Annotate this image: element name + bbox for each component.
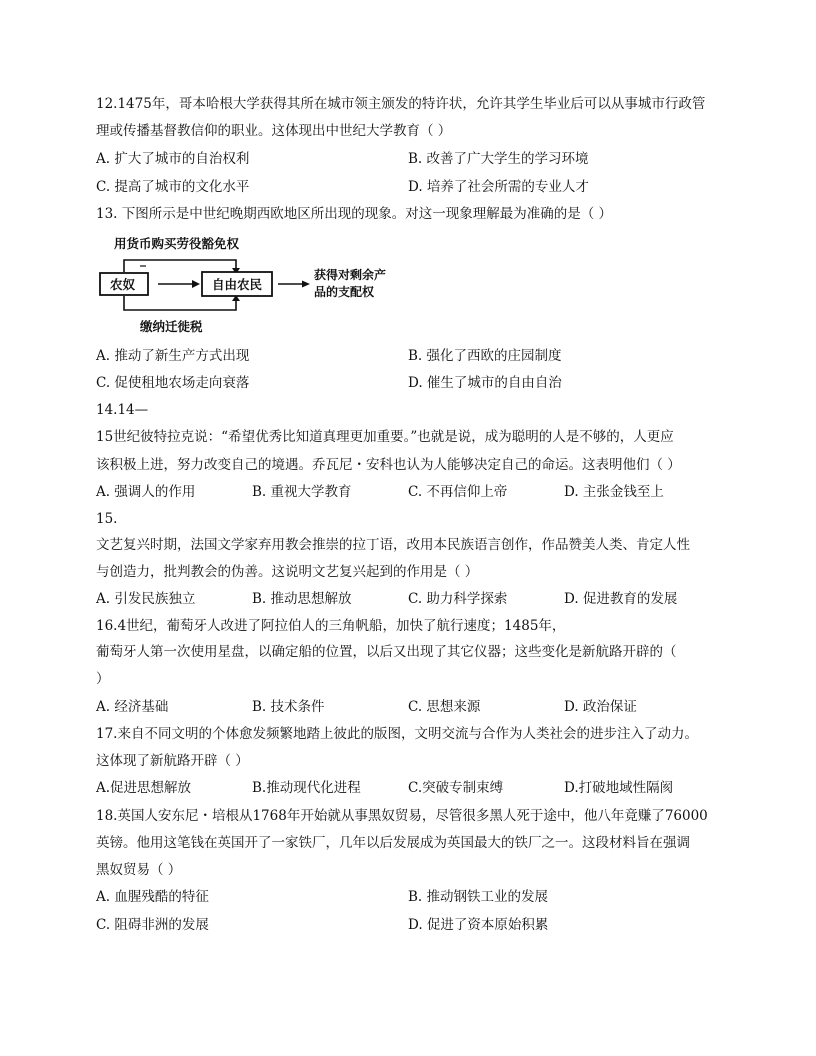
q16-option-b: B. 技术条件 — [252, 699, 325, 715]
q15-stem-line-1: 文艺复兴时期，法国文学家弃用教会推崇的拉丁语，改用本民族语言创作，作品赞美人类、肯定人性 — [96, 537, 690, 553]
q18-option-a: A. 血腥残酷的特征 — [96, 889, 209, 905]
q18-stem-line-1: 18.英国人安东尼・培根从1768年开始就从事黑奴贸易，尽管很多黑人死于途中，他八年竟赚了76000 — [96, 808, 708, 824]
q14-option-a: A. 强调人的作用 — [96, 484, 196, 500]
diagram-right-label-2: 品的支配权 — [314, 285, 375, 299]
q15-stem-line-2: 与创造力，批判教会的伪善。这说明文艺复兴起到的作用是（ ） — [96, 564, 479, 580]
diagram-free-peasant-label: 自由农民 — [212, 277, 263, 292]
q12-option-a: A. 扩大了城市的自治权利 — [96, 151, 250, 167]
q16-option-a: A. 经济基础 — [96, 699, 169, 715]
q14-option-d: D. 主张金钱至上 — [564, 484, 664, 500]
q16-stem-line-1: 16.4世纪，葡萄牙人改进了阿拉伯人的三角帆船，加快了航行速度；1485年， — [96, 618, 566, 634]
diagram-serf-label: 农奴 — [110, 277, 136, 292]
q15-option-d: D. 促进教育的发展 — [564, 591, 678, 607]
diagram-right-arrowhead — [302, 281, 310, 288]
q13-diagram — [96, 234, 396, 338]
q13-option-a: A. 推动了新生产方式出现 — [96, 348, 250, 364]
q14-head: 14.14— — [96, 402, 149, 418]
q14-option-b: B. 重视大学教育 — [252, 484, 352, 500]
diagram-top-label: 用货币购买劳役豁免权 — [114, 236, 240, 251]
q16-stem-line-2: 葡萄牙人第一次使用星盘，以确定船的位置，以后又出现了其它仪器；这些变化是新航路开辟的（ — [96, 644, 677, 660]
q12-stem-line-1: 12.1475年，哥本哈根大学获得其所在城市领主颁发的特许状，允许其学生毕业后可以从事城市行政管 — [96, 96, 706, 112]
q13-option-d: D. 催生了城市的自由自治 — [408, 375, 562, 391]
q16-option-c: C. 思想来源 — [408, 699, 481, 715]
q15-option-c: C. 助力科学探索 — [408, 591, 508, 607]
q12-option-b: B. 改善了广大学生的学习环境 — [408, 151, 589, 167]
q17-option-d: D.打破地域性隔阂 — [564, 780, 674, 796]
q15-option-b: B. 推动思想解放 — [252, 591, 352, 607]
diagram-right-label-1: 获得对剩余产 — [314, 268, 387, 282]
q14-option-c: C. 不再信仰上帝 — [408, 484, 508, 500]
q14-stem-line-2: 该积极上进，努力改变自己的境遇。乔瓦尼・安科也认为人能够决定自己的命运。这表明他们（ ） — [96, 457, 681, 473]
q17-option-b: B.推动现代化进程 — [252, 780, 361, 796]
q13-stem-line-1: 13. 下图所示是中世纪晚期西欧地区所出现的现象。对这一现象理解最为准确的是（ ） — [96, 206, 613, 222]
q15-option-a: A. 引发民族独立 — [96, 591, 196, 607]
q13-option-b: B. 强化了西欧的庄园制度 — [408, 348, 562, 364]
diagram-middle-arrowhead — [192, 280, 200, 288]
q18-option-c: C. 阻碍非洲的发展 — [96, 917, 209, 933]
q14-stem-line-1: 15世纪彼特拉克说：“希望优秀比知道真理更加重要。”也就是说，成为聪明的人是不够的，人更应 — [96, 429, 674, 445]
q17-stem-line-2: 这体现了新航路开辟（ ） — [96, 753, 249, 769]
q17-stem-line-1: 17.来自不同文明的个体愈发频繁地踏上彼此的版图，文明交流与合作为人类社会的进步注入了动力。 — [96, 726, 698, 742]
q18-option-b: B. 推动钢铁工业的发展 — [408, 889, 549, 905]
q16-option-d: D. 政治保证 — [564, 699, 637, 715]
q18-option-d: D. 促进了资本原始积累 — [408, 917, 549, 933]
diagram-bottom-connector — [124, 296, 236, 310]
diagram-bottom-label: 缴纳迁徙税 — [140, 319, 203, 334]
q16-stem-line-3: ） — [96, 671, 110, 687]
q17-option-c: C.突破专制束缚 — [408, 780, 504, 796]
q12-stem-line-2: 理或传播基督教信仰的职业。这体现出中世纪大学教育（ ） — [96, 123, 452, 139]
q15-head: 15. — [96, 511, 118, 527]
q17-option-a: A.促进思想解放 — [96, 780, 192, 796]
q12-option-d: D. 培养了社会所需的专业人才 — [408, 179, 589, 195]
q13-option-c: C. 促使租地农场走向衰落 — [96, 375, 250, 391]
q18-stem-line-2: 英镑。他用这笔钱在英国开了一家铁厂，几年以后发展成为英国最大的铁厂之一。这段材料旨在强调 — [96, 835, 690, 851]
q12-option-c: C. 提高了城市的文化水平 — [96, 179, 250, 195]
q18-stem-line-3: 黑奴贸易（ ） — [96, 862, 182, 878]
